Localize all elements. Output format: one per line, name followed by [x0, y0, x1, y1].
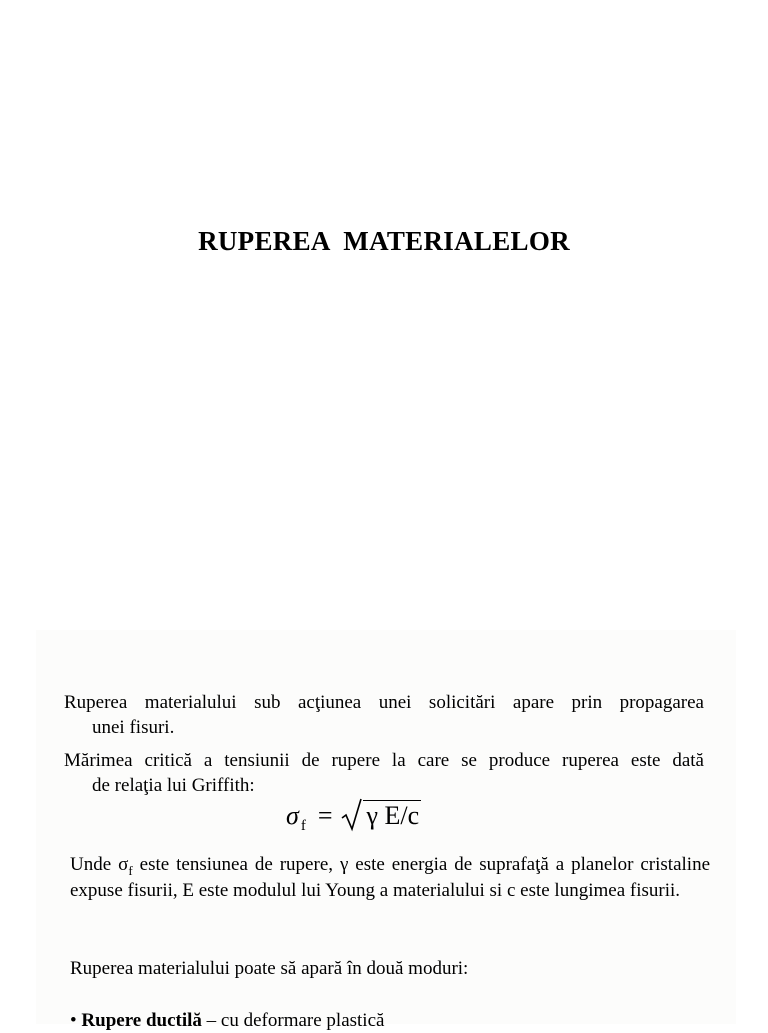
paragraph-line: Mărimea critică a tensiunii de rupere la care se produce ruperea este dată — [64, 750, 704, 771]
square-root-icon — [341, 798, 363, 832]
list-item — [70, 1008, 710, 1033]
definitions-lead: Unde σ — [70, 854, 129, 875]
definitions-text: este tensiunea de rupere, γ este energia de suprafaţă a planelor cristaline expuse fisurii, E este modulul lui Young a materialului si c este lungimea fisurii. — [70, 854, 710, 901]
formula-equals: = — [317, 801, 333, 830]
bullet-text: – cu deformare plastică — [201, 1010, 385, 1031]
paragraph-fracture-propagation — [64, 690, 704, 740]
page-title: RUPEREA MATERIALELOR — [198, 226, 570, 256]
definitions-subscript: f — [128, 863, 133, 878]
formula-sigma: σ — [286, 801, 299, 830]
paragraph-fracture-modes: Ruperea materialului poate să apară în două moduri: — [70, 958, 469, 979]
paragraph-line: unei fisuri. — [92, 717, 175, 738]
paragraph-critical-stress — [64, 748, 704, 798]
bullet-term: Rupere ductilă — [81, 1010, 202, 1031]
bullet-icon: • — [70, 1010, 82, 1031]
formula-subscript: f — [300, 818, 306, 834]
content-slide — [36, 630, 736, 1031]
paragraph-line: Ruperea materialului sub acţiunea unei solicitări apare prin propagarea — [64, 692, 704, 713]
paragraph-definitions — [70, 852, 710, 903]
formula-radicand: γ E/c — [363, 800, 422, 831]
paragraph-line: de relaţia lui Griffith: — [92, 775, 255, 796]
griffith-formula — [286, 798, 421, 838]
